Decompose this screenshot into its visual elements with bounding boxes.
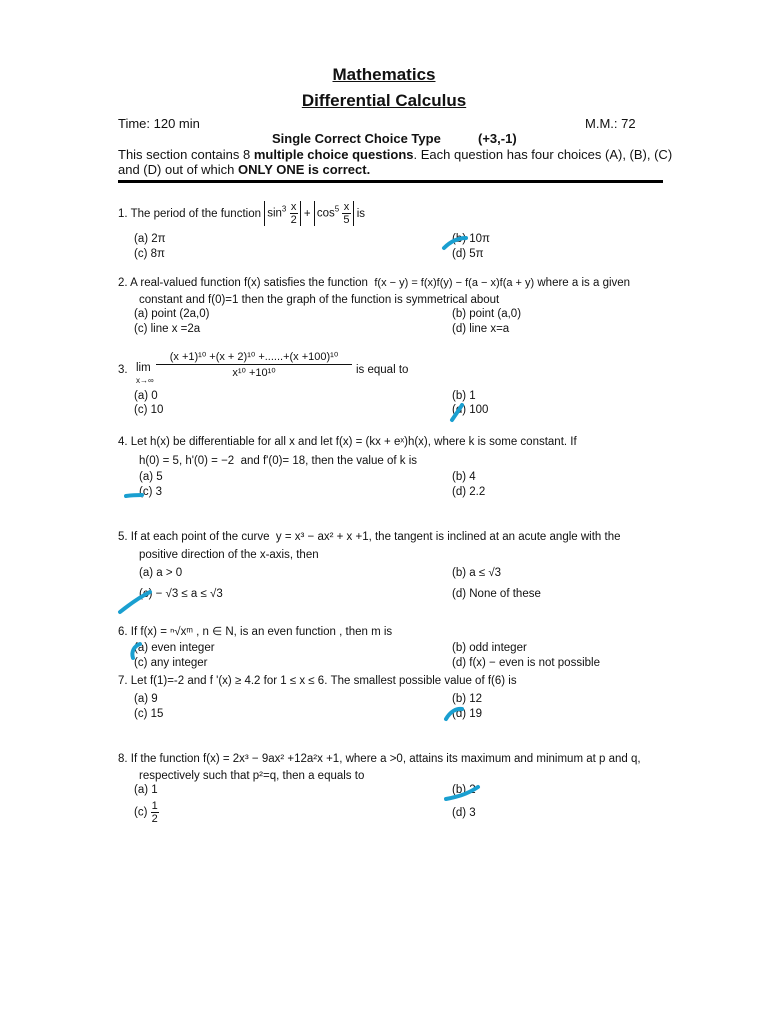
q4-stem-tail: and f'(0)= 18, then the value of k is	[240, 455, 418, 467]
q3-denominator: x¹⁰ +10¹⁰	[232, 367, 276, 379]
q4-stem-end: , where k is some constant. If	[427, 436, 577, 448]
q8-option-d: (d) 3	[452, 807, 476, 819]
q5-stem: 5. If at each point of the curve	[118, 531, 270, 543]
question-2-line1	[118, 277, 630, 289]
q8-option-c-label: (c)	[134, 806, 148, 819]
time-label: Time: 120 min	[118, 116, 200, 131]
question-2-line2: constant and f(0)=1 then the graph of the function is symmetrical about	[139, 294, 500, 306]
section-type: Single Correct Choice Type	[272, 131, 441, 146]
instr-bold-b: ONLY ONE is correct.	[237, 162, 371, 177]
q8-c-num: 1	[151, 800, 158, 812]
q8-option-a: (a) 1	[134, 784, 158, 796]
q1-frac2-den: 5	[343, 214, 350, 227]
section-divider	[118, 180, 663, 183]
question-7-line1	[118, 675, 517, 687]
q1-frac1-num: x	[290, 201, 297, 214]
q2-stem: 2. A real-valued function f(x) satisfies the function	[118, 277, 368, 289]
question-8-line1	[118, 753, 641, 765]
q1-abs-cos	[314, 201, 354, 226]
question-4-line2	[139, 455, 417, 467]
q6-stem-end: is an even function , then m is	[240, 626, 393, 638]
q8-equation: f(x) = 2x³ − 9ax² +12a²x +1	[203, 753, 340, 765]
question-4-line1	[118, 436, 577, 448]
instructions-line2	[118, 162, 370, 177]
q5-option-b: (b) a ≤ √3	[452, 567, 502, 579]
q7-option-d: (d) 19	[452, 708, 483, 720]
question-6-line1	[118, 624, 392, 638]
q4-option-c: (c) 3	[139, 486, 162, 498]
max-marks-label: M.M.: 72	[585, 116, 636, 131]
q6-option-a: (a) even integer	[134, 642, 215, 654]
q1-frac1-den: 2	[290, 214, 297, 227]
q3-post: is equal to	[356, 364, 409, 376]
q6-equation: f(x) = ⁿ√xᵐ , n ∈ N,	[140, 626, 237, 638]
q7-stem: 7. Let f(1)=-2 and	[118, 675, 207, 687]
instr-text-a: This section contains 8	[118, 147, 254, 162]
q1-abs-sin	[264, 201, 300, 226]
instructions-line1	[118, 147, 672, 162]
q1-option-d: (d) 5π	[452, 248, 484, 260]
q1-cos: cos	[316, 208, 335, 220]
q2-option-c: (c) line x =2a	[134, 323, 201, 335]
q4-equation: f(x) = (kx + eˣ)h(x)	[335, 436, 428, 448]
q3-numerator: (x +1)¹⁰ +(x + 2)¹⁰ +......+(x +100)¹⁰	[156, 350, 352, 365]
q1-frac2-num: x	[343, 201, 350, 214]
instr-bold-a: multiple choice questions	[253, 147, 414, 162]
q6-option-d: (d) f(x) − even is not possible	[452, 657, 600, 669]
q3-option-b: (b) 1	[452, 390, 476, 402]
q3-fraction	[156, 350, 352, 379]
q8-option-c-fraction	[151, 800, 159, 825]
q5-option-c: (c) − √3 ≤ a ≤ √3	[139, 588, 223, 600]
q1-frac1	[290, 201, 298, 226]
q6-option-c: (c) any integer	[134, 657, 208, 669]
question-5-line2: positive direction of the x-axis, then	[139, 549, 319, 561]
q3-option-a: (a) 0	[134, 390, 158, 402]
section-scoring: (+3,-1)	[478, 131, 517, 146]
q3-lim: lim	[136, 362, 151, 374]
q2-option-d: (d) line x=a	[452, 323, 510, 335]
q1-frac2	[342, 201, 350, 226]
q5-option-a: (a) a > 0	[139, 567, 183, 579]
q3-option-d: (d) 100	[452, 404, 489, 416]
q7-option-a: (a) 9	[134, 693, 158, 705]
q6-option-b: (b) odd integer	[452, 642, 527, 654]
q8-option-b: (b) 2	[452, 784, 476, 796]
q8-stem-end: , where a >0, attains its maximum and minimum at p and q,	[339, 753, 641, 765]
q3-lim-sub: x→∞	[136, 376, 154, 385]
question-5-line1	[118, 531, 621, 543]
question-8-line2: respectively such that p²=q, then a equals to	[139, 770, 365, 782]
q8-c-den: 2	[151, 813, 158, 825]
q8-option-c	[134, 800, 159, 825]
q2-stem-end: where a is a given	[537, 277, 631, 289]
q5-stem-end: , the tangent is inclined at an acute angle with the	[368, 531, 621, 543]
q1-option-a: (a) 2π	[134, 233, 166, 245]
q4-given: h(0) = 5, h'(0) = −2	[139, 455, 235, 467]
question-1	[118, 200, 365, 228]
q1-post: is	[356, 208, 366, 220]
q4-option-d: (d) 2.2	[452, 486, 486, 498]
q3-option-c: (c) 10	[134, 404, 164, 416]
q6-stem: 6. If	[118, 626, 138, 638]
q4-option-a: (a) 5	[139, 471, 163, 483]
instr-text-b: . Each question has four choices (A), (B), (C)	[413, 147, 673, 162]
q2-option-a: (a) point (2a,0)	[134, 308, 210, 320]
q2-equation: f(x − y) = f(x)f(y) − f(a − x)f(a + y)	[374, 277, 535, 289]
q2-option-b: (b) point (a,0)	[452, 308, 522, 320]
q1-pow2: 5	[334, 205, 340, 215]
q5-equation: y = x³ − ax² + x +1	[275, 531, 369, 543]
q7-option-c: (c) 15	[134, 708, 164, 720]
q1-option-b: (b) 10π	[452, 233, 490, 245]
q7-stem-end: The smallest possible value of f(6) is	[330, 675, 517, 687]
q4-stem: 4. Let h(x) be differentiable for all x and let	[118, 436, 333, 448]
doc-title: Mathematics	[332, 65, 436, 84]
q1-plus: +	[303, 208, 311, 220]
q1-pow1: 3	[281, 205, 287, 215]
doc-subtitle: Differential Calculus	[301, 91, 467, 110]
q1-stem: 1. The period of the function	[118, 208, 261, 220]
q1-sin: sin	[267, 208, 282, 220]
q1-option-c: (c) 8π	[134, 248, 165, 260]
q7-condition: f '(x) ≥ 4.2 for 1 ≤ x ≤ 6.	[209, 675, 328, 687]
q3-number: 3.	[118, 364, 128, 376]
instr-text-c: and (D) out of which	[118, 162, 238, 177]
q7-option-b: (b) 12	[452, 693, 483, 705]
q8-stem: 8. If the function	[118, 753, 200, 765]
q4-option-b: (b) 4	[452, 471, 476, 483]
q5-option-d: (d) None of these	[452, 588, 541, 600]
